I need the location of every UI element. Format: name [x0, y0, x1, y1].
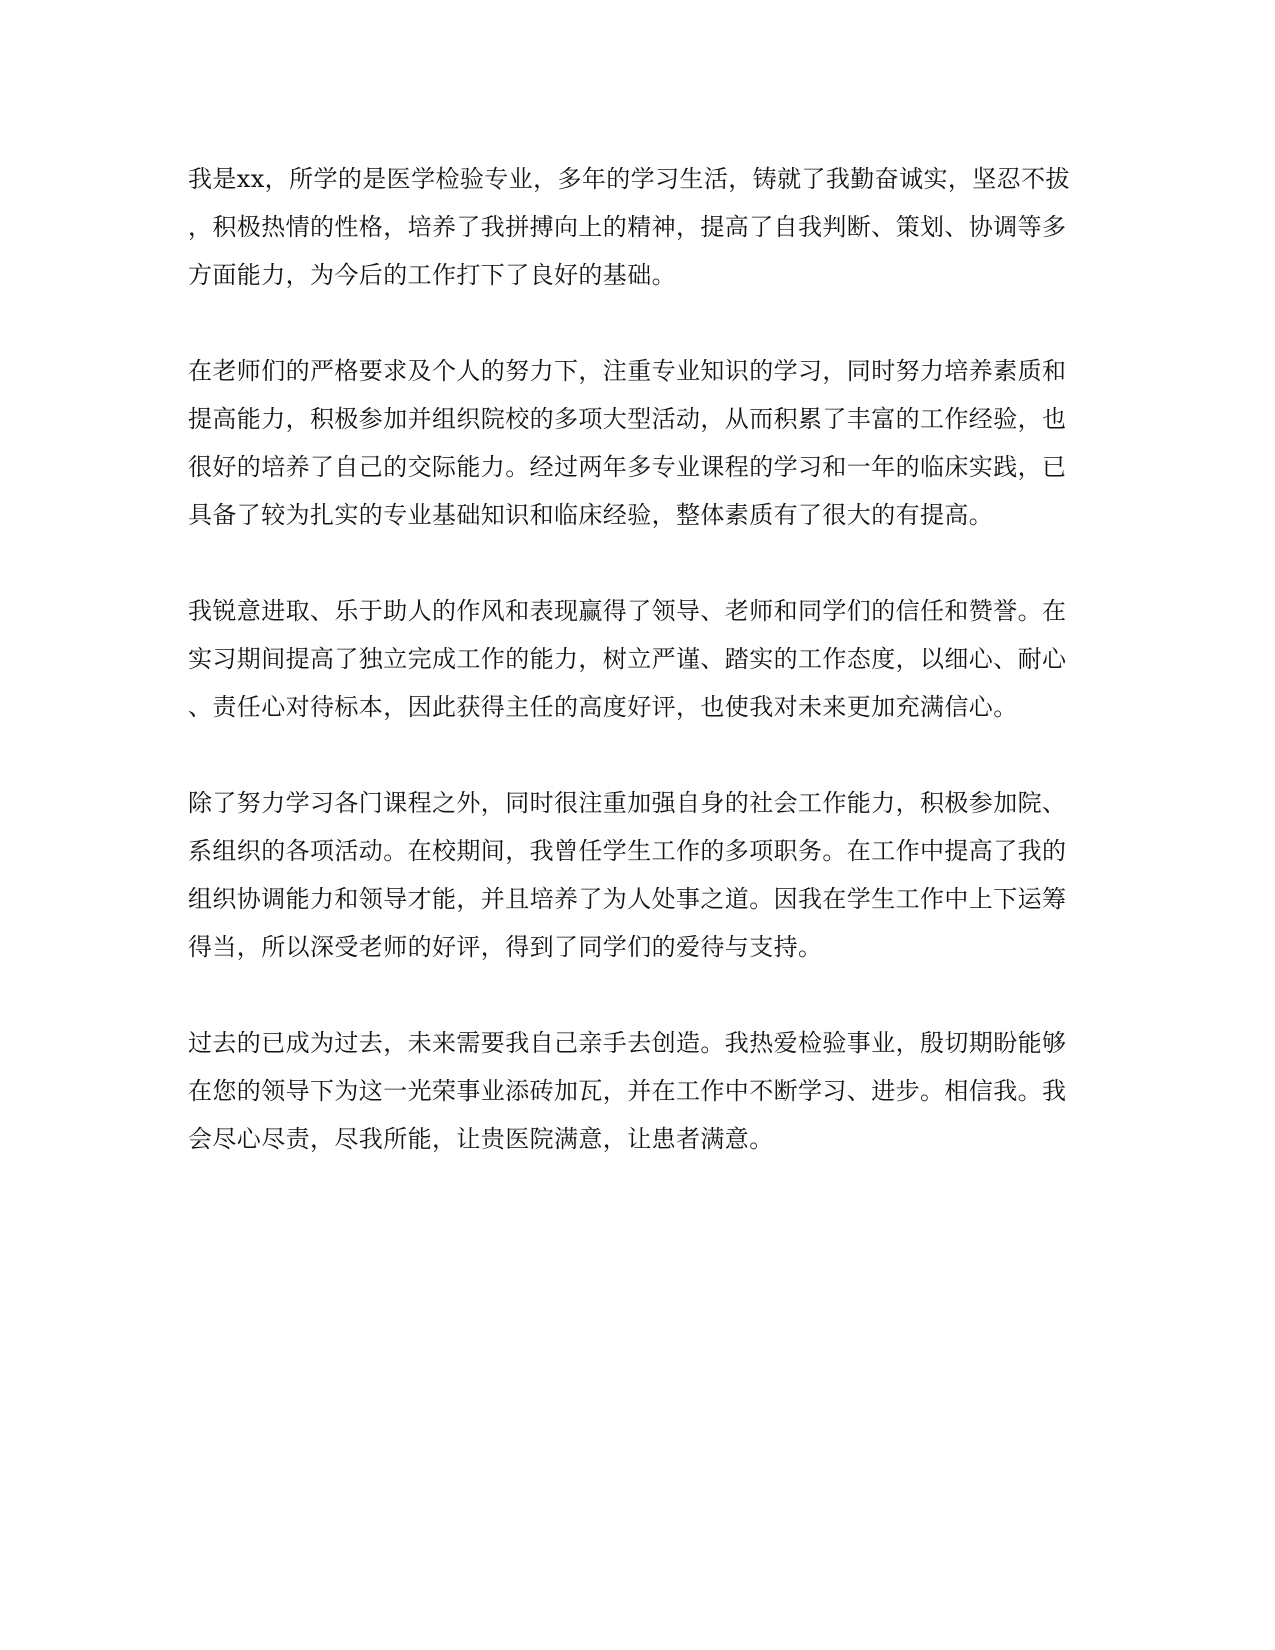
text-line: 在您的领导下为这一光荣事业添砖加瓦，并在工作中不断学习、进步。相信我。我 — [188, 1077, 1067, 1105]
text-line: 、责任心对待标本，因此获得主任的高度好评，也使我对未来更加充满信心。 — [188, 693, 1018, 721]
paragraph-1 — [188, 155, 1088, 299]
paragraph-2 — [188, 347, 1088, 539]
paragraph-3 — [188, 587, 1088, 731]
paragraph-4 — [188, 779, 1088, 971]
paragraph-5 — [188, 1019, 1088, 1163]
text-line: 在老师们的严格要求及个人的努力下，注重专业知识的学习，同时努力培养素质和 — [188, 357, 1067, 385]
text-line: 方面能力，为今后的工作打下了良好的基础。 — [188, 261, 676, 289]
text-line: 系组织的各项活动。在校期间，我曾任学生工作的多项职务。在工作中提高了我的 — [188, 837, 1067, 865]
document-body — [188, 155, 1088, 1211]
text-line: 实习期间提高了独立完成工作的能力，树立严谨、踏实的工作态度，以细心、耐心 — [188, 645, 1067, 673]
text-line: 得当，所以深受老师的好评，得到了同学们的爱待与支持。 — [188, 933, 823, 961]
text-line: ，积极热情的性格，培养了我拼搏向上的精神，提高了自我判断、策划、协调等多 — [188, 213, 1067, 241]
text-line: 我是xx，所学的是医学检验专业，多年的学习生活，铸就了我勤奋诚实，坚忍不拔 — [188, 165, 1070, 193]
text-line: 组织协调能力和领导才能，并且培养了为人处事之道。因我在学生工作中上下运筹 — [188, 885, 1067, 913]
text-line: 过去的已成为过去，未来需要我自己亲手去创造。我热爱检验事业，殷切期盼能够 — [188, 1029, 1067, 1057]
text-line: 我锐意进取、乐于助人的作风和表现赢得了领导、老师和同学们的信任和赞誉。在 — [188, 597, 1067, 625]
text-line: 除了努力学习各门课程之外，同时很注重加强自身的社会工作能力，积极参加院、 — [188, 789, 1067, 817]
text-line: 提高能力，积极参加并组织院校的多项大型活动，从而积累了丰富的工作经验，也 — [188, 405, 1067, 433]
text-line: 很好的培养了自己的交际能力。经过两年多专业课程的学习和一年的临床实践，已 — [188, 453, 1067, 481]
text-line: 具备了较为扎实的专业基础知识和临床经验，整体素质有了很大的有提高。 — [188, 501, 994, 529]
text-line: 会尽心尽责，尽我所能，让贵医院满意，让患者满意。 — [188, 1125, 774, 1153]
